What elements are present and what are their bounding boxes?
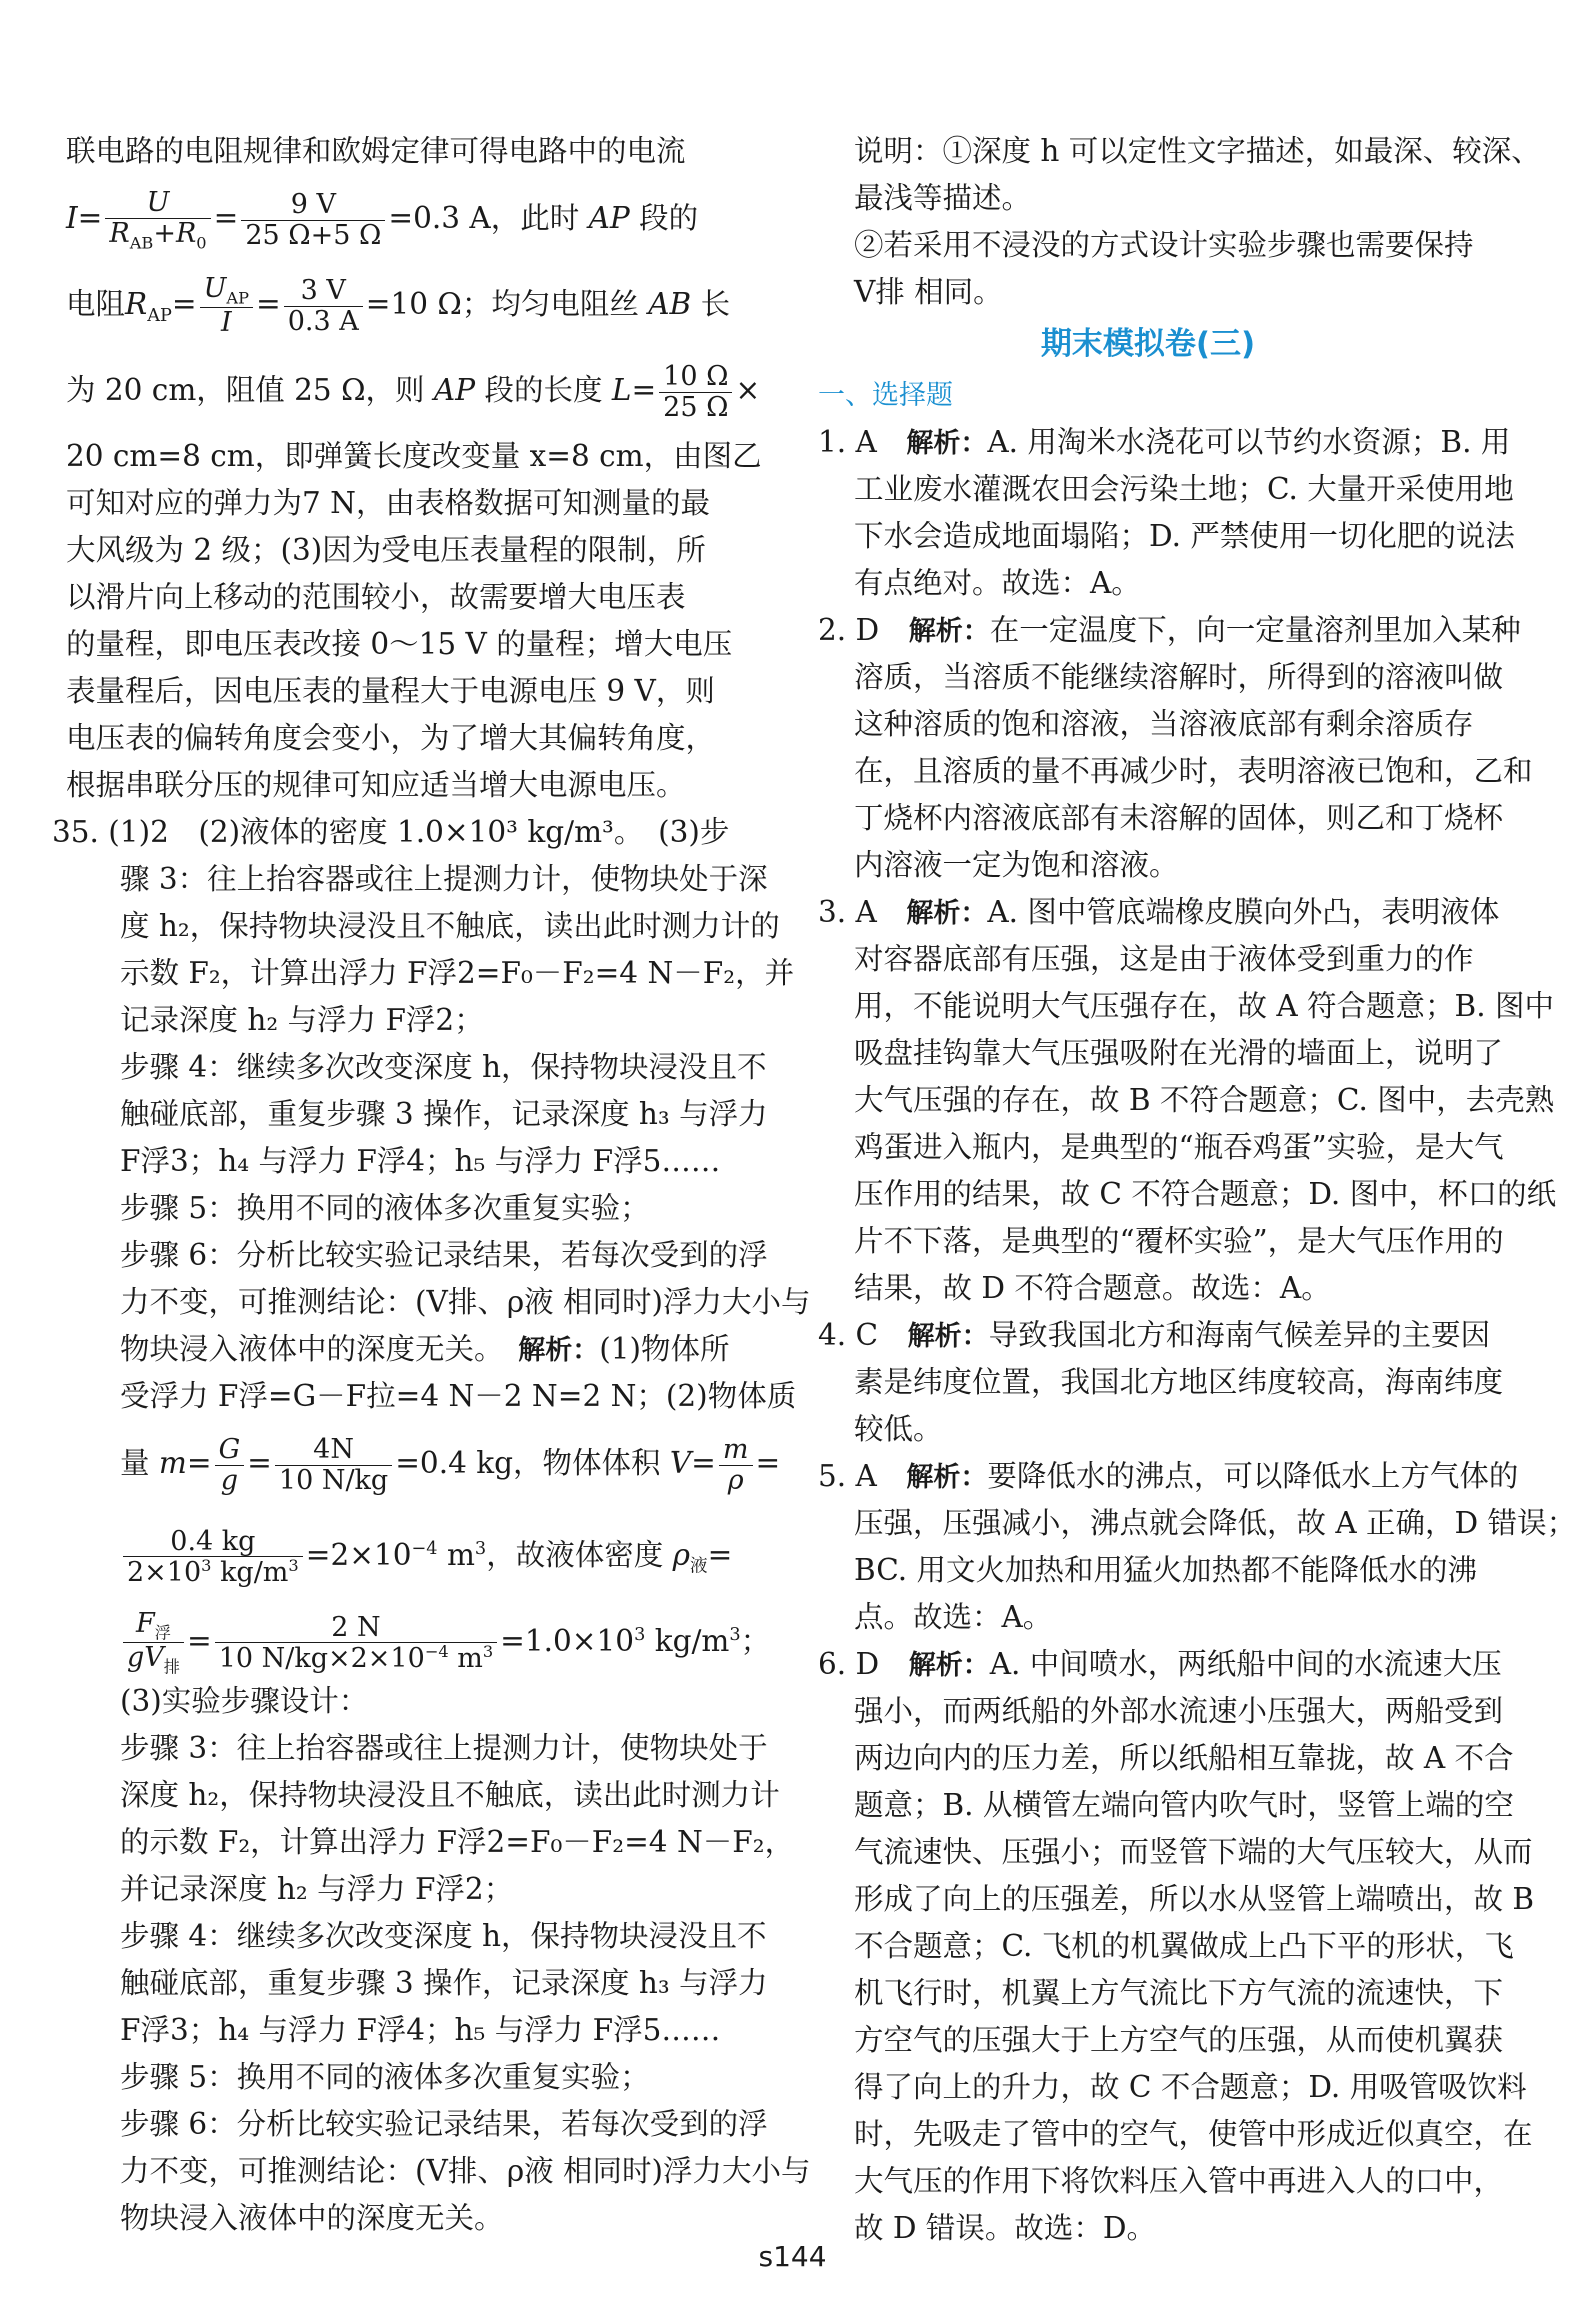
text-line: 触碰底部，重复步骤 3 操作，记录深度 h₃ 与浮力 [120,1966,768,2000]
text-line: 得了向上的升力，故 C 不合题意；D. 用吸管吸饮料 [854,2070,1527,2104]
text-line: 步骤 3：往上抬容器或往上提测力计，使物块处于 [120,1731,768,1765]
question-number: 3. A [818,895,877,929]
text-line: 可知对应的弹力为7 N，由表格数据可知测量的最 [66,486,710,520]
formula-line: $\frac{F_浮}{gV_排}$ = $\frac{2 N}{10 N/kg\times 2\times 10^{-4} m^3}$ $=1.0\times 10^3$ $kg/m^3$； [66,1592,732,1678]
text-line: 题意；B. 从横管左端向管内吹气时，竖管上端的空 [854,1788,1514,1822]
answer-line: 6. D 解析：A. 中间喷水，两纸船中间的水流速大压 [818,1647,1502,1681]
question-number: 1. A [818,425,877,459]
question-number: 2. D [818,613,880,647]
text-line: 的示数 F₂，计算出浮力 F浮2=F₀－F₂=4 N－F₂， [120,1825,795,1859]
page-number: s144 [758,2240,827,2273]
text-line: 在，且溶质的量不再减少时，表明溶液已饱和，乙和 [854,754,1533,788]
text-line: 用，不能说明大气压强存在，故 A 符合题意；B. 图中 [854,989,1554,1023]
text-line: 根据串联分压的规律可知应适当增大电源电压。 [66,768,686,802]
answer-line: 2. D 解析：在一定温度下，向一定量溶剂里加入某种 [818,613,1521,647]
text-line: BC. 用文火加热和用猛火加热都不能降低水的沸 [854,1553,1478,1587]
text-line: 丁烧杯内溶液底部有未溶解的固体，则乙和丁烧杯 [854,801,1504,835]
text-line: 溶质，当溶质不能继续溶解时，所得到的溶液叫做 [854,660,1504,694]
text-line: 骤 3：往上抬容器或往上提测力计，使物块处于深 [120,862,768,896]
analysis-label: 解析： [518,1335,600,1366]
text-line: 气流速快、压强小；而竖管下端的大气压较大，从而 [854,1835,1533,1869]
text-line: 吸盘挂钩靠大气压强吸附在光滑的墙面上，说明了 [854,1036,1504,1070]
text-line: 深度 h₂，保持物块浸没且不触底，读出此时测力计 [120,1778,780,1812]
analysis-label: 解析： [906,1462,988,1493]
text-line: (3)实验步骤设计： [120,1684,369,1718]
left-column [52,128,811,2242]
analysis-label: 解析： [908,616,990,647]
text-line: 受浮力 F浮=G－F拉=4 N－2 N=2 N；(2)物体质 [120,1379,797,1413]
text-line: V排 相同。 [854,275,1003,309]
text-line: 压强，压强减小，沸点就会降低，故 A 正确，D 错误； [854,1506,1577,1540]
analysis-label: 解析： [907,1321,989,1352]
question-number: 6. D [818,1647,880,1681]
answer-line: 3. A 解析：A. 图中管底端橡皮膜向外凸，表明液体 [818,895,1500,929]
text-line: 说明：①深度 h 可以定性文字描述，如最深、较深、 [854,134,1541,168]
text-line: 形成了向上的压强差，所以水从竖管上端喷出，故 B [854,1882,1535,1916]
text-line: 工业废水灌溉农田会污染土地；C. 大量开采使用地 [854,472,1514,506]
text-line: 步骤 4：继续多次改变深度 h，保持物块浸没且不 [120,1050,767,1084]
text-line: F浮3；h₄ 与浮力 F浮4；h₅ 与浮力 F浮5…… [120,1144,721,1178]
text-line: 故 D 错误。故选：D。 [854,2211,1157,2245]
text-line: 步骤 6：分析比较实验记录结果，若每次受到的浮 [120,1238,768,1272]
text-line: 结果，故 D 不符合题意。故选：A。 [854,1271,1331,1305]
text-line: 物块浸入液体中的深度无关。 解析：(1)物体所 [120,1332,730,1366]
text-line: 步骤 6：分析比较实验记录结果，若每次受到的浮 [120,2107,768,2141]
text-line: 下水会造成地面塌陷；D. 严禁使用一切化肥的说法 [854,519,1515,553]
text-line: 大风级为 2 级；(3)因为受电压表量程的限制，所 [66,533,706,567]
text-line: 机飞行时，机翼上方气流比下方气流的流速快，下 [854,1976,1504,2010]
text-line: 联电路的电阻规律和欧姆定律可得电路中的电流 [66,134,686,168]
analysis-label: 解析： [906,898,988,929]
text-line: 触碰底部，重复步骤 3 操作，记录深度 h₃ 与浮力 [120,1097,768,1131]
answer-line: 4. C 解析：导致我国北方和海南气候差异的主要因 [818,1318,1491,1352]
text-line: 对容器底部有压强，这是由于液体受到重力的作 [854,942,1474,976]
section-subtitle: 一、选择题 [818,380,953,411]
text-line: 有点绝对。故选：A。 [854,566,1141,600]
text-line: 大气压的作用下将饮料压入管中再进入人的口中， [854,2164,1504,2198]
text-line: 方空气的压强大于上方空气的压强，从而使机翼获 [854,2023,1504,2057]
question-35: 35. (1)2 (2)液体的密度 1.0×10³ kg/m³。 (3)步 [52,815,730,849]
text-line: 表量程后，因电压表的量程大于电源电压 9 V，则 [66,674,715,708]
formula-line: 电阻$R_{AP}=$ $\frac{U_{AP}}{I}$ = $\frac{3 V}{0.3 A}$ =10 Ω；均匀电阻丝 AB 长 [66,273,731,339]
right-column [818,128,1577,2252]
text-line: 强小，而两纸船的外部水流速小压强大，两船受到 [854,1694,1504,1728]
text-line: 的量程，即电压表改接 0～15 V 的量程；增大电压 [66,627,733,661]
formula-line: $\frac{0.4 kg}{2\times 10^3 kg/m^3}$ $=2\times 10^{-4}$ $m^3$，故液体密度 $\rho_液=$ [66,1506,732,1592]
text-line: 点。故选：A。 [854,1600,1053,1634]
text-line: 内溶液一定为饱和溶液。 [854,848,1179,882]
answer-line: 5. A 解析：要降低水的沸点，可以降低水上方气体的 [818,1459,1519,1493]
text-line: 大气压强的存在，故 B 不符合题意；C. 图中，去壳熟 [854,1083,1555,1117]
text-line: 步骤 5：换用不同的液体多次重复实验； [120,2060,650,2094]
text-line: 最浅等描述。 [854,181,1032,215]
text-line: 并记录深度 h₂ 与浮力 F浮2； [120,1872,514,1906]
text-line: 素是纬度位置，我国北方地区纬度较高，海南纬度 [854,1365,1504,1399]
formula-line: 量 m= $\frac{G}{g}$ = $\frac{4N}{10 N/kg}$ =0.4 kg，物体体积 V= $\frac{m}{\rho}$ = [120,1434,781,1496]
text-line: F浮3；h₄ 与浮力 F浮4；h₅ 与浮力 F浮5…… [120,2013,721,2047]
question-number: 5. A [818,1459,877,1493]
text-line: 记录深度 h₂ 与浮力 F浮2； [120,1003,484,1037]
text-line: 压作用的结果，故 C 不符合题意；D. 图中，杯口的纸 [854,1177,1557,1211]
text-line: 力不变，可推测结论：(V排、ρ液 相同时)浮力大小与 [120,2154,811,2188]
text-line: 以滑片向上移动的范围较小，故需要增大电压表 [66,580,686,614]
text-line: 示数 F₂，计算出浮力 F浮2=F₀－F₂=4 N－F₂，并 [120,956,795,990]
text-line: 时，先吸走了管中的空气，使管中形成近似真空，在 [854,2117,1533,2151]
text-line: 力不变，可推测结论：(V排、ρ液 相同时)浮力大小与 [120,1285,811,1319]
formula-line: 为 20 cm，阻值 25 Ω，则 AP 段的长度 L= $\frac{10 \Omega}{25 \Omega}$ × [66,361,761,423]
analysis-label: 解析： [906,428,988,459]
text-line: 度 h₂，保持物块浸没且不触底，读出此时测力计的 [120,909,780,943]
text-line: 步骤 5：换用不同的液体多次重复实验； [120,1191,650,1225]
text-line: ②若采用不浸没的方式设计实验步骤也需要保持 [854,228,1474,262]
text-line: 这种溶质的饱和溶液，当溶液底部有剩余溶质存 [854,707,1474,741]
analysis-label: 解析： [908,1650,990,1681]
text-line: 较低。 [854,1412,943,1446]
question-number: 4. C [818,1318,879,1352]
text-line: 两边向内的压力差，所以纸船相互靠拢，故 A 不合 [854,1741,1514,1775]
answer-line: 1. A 解析：A. 用淘米水浇花可以节约水资源；B. 用 [818,425,1511,459]
text-line: 物块浸入液体中的深度无关。 [120,2201,504,2235]
section-title: 期末模拟卷(三) [1040,326,1256,362]
text-line: 鸡蛋进入瓶内，是典型的“瓶吞鸡蛋”实验，是大气 [854,1130,1504,1164]
text-line: 电压表的偏转角度会变小，为了增大其偏转角度， [66,721,716,755]
text-line: 片不下落，是典型的“覆杯实验”，是大气压作用的 [854,1224,1504,1258]
text-line: 20 cm=8 cm，即弹簧长度改变量 x=8 cm，由图乙 [66,439,762,473]
text-line: 步骤 4：继续多次改变深度 h，保持物块浸没且不 [120,1919,767,1953]
text-line: 不合题意；C. 飞机的机翼做成上凸下平的形状，飞 [854,1929,1514,1963]
formula-line: I= $\frac{U}{R_{AB}+R_0}$ = $\frac{9 V}{25 \Omega+5 \Omega}$ =0.3 A，此时 AP 段的 [66,187,699,253]
